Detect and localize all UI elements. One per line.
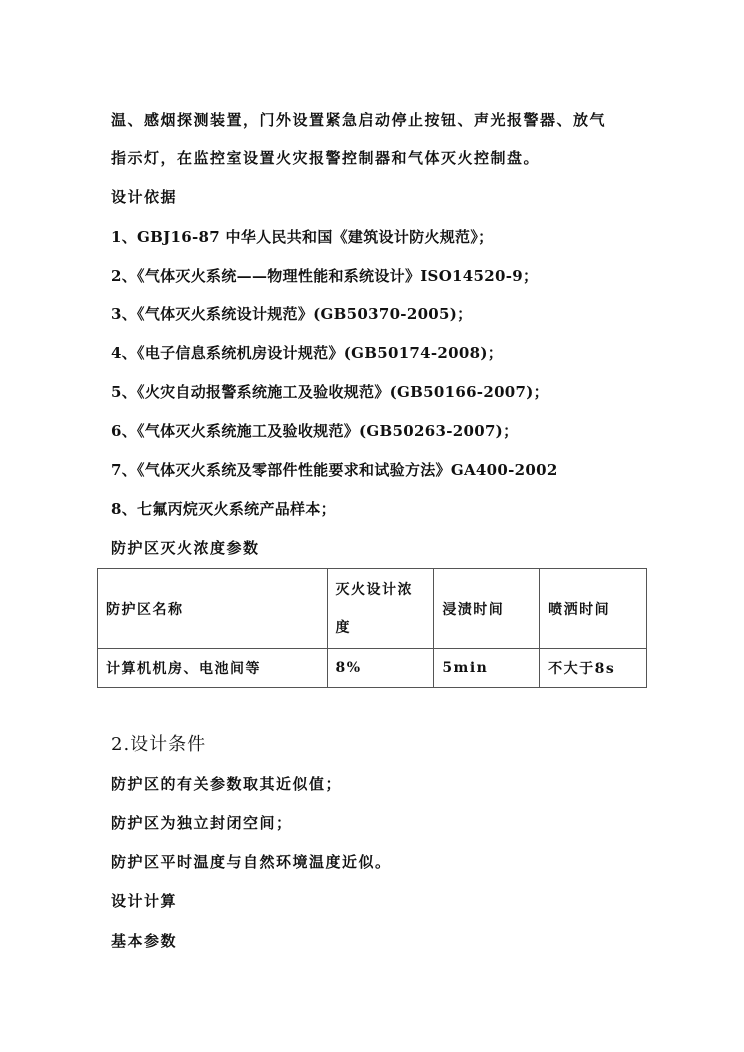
condition-item-3: 防护区平时温度与自然环境温度近似。 — [111, 853, 392, 871]
basis-item-1: 1、GBJ16-87 中华人民共和国《建筑设计防火规范》； — [111, 228, 494, 246]
basis-item-3: 3、《气体灭火系统设计规范》(GB50370-2005)； — [111, 305, 473, 323]
header-zone-name: 防护区名称 — [98, 569, 328, 649]
intro-line-2: 指示灯，在监控室设置火灾报警控制器和气体灭火控制盘。 — [111, 149, 541, 167]
table-title: 防护区灭火浓度参数 — [111, 539, 260, 557]
basis-item-8: 8、七氟丙烷灭火系统产品样本； — [111, 500, 336, 518]
table-header-row — [98, 569, 647, 649]
basis-item-5: 5、《火灾自动报警系统施工及验收规范》(GB50166-2007)； — [111, 383, 549, 401]
table-row — [98, 649, 647, 688]
cell-zone-name: 计算机机房、电池间等 — [98, 649, 328, 688]
header-design-concentration — [327, 569, 434, 649]
basis-item-2: 2、《气体灭火系统——物理性能和系统设计》ISO14520-9； — [111, 267, 539, 285]
basis-item-4: 4、《电子信息系统机房设计规范》(GB50174-2008)； — [111, 344, 504, 362]
cell-soak-time: 5min — [434, 649, 540, 688]
header-soak-time: 浸渍时间 — [434, 569, 540, 649]
header-design-concentration-line1: 灭火设计浓 — [335, 581, 413, 598]
header-design-concentration-line2: 度 — [335, 619, 351, 636]
design-calc-title: 设计计算 — [111, 892, 178, 910]
header-discharge-time: 喷洒时间 — [540, 569, 647, 649]
cell-discharge-time: 不大于8s — [540, 649, 647, 688]
concentration-table — [97, 568, 647, 688]
condition-item-1: 防护区的有关参数取其近似值； — [111, 775, 343, 793]
cell-concentration: 8% — [327, 649, 434, 688]
basis-item-7: 7、《气体灭火系统及零部件性能要求和试验方法》GA400-2002 — [111, 461, 558, 479]
basis-item-6: 6、《气体灭火系统施工及验收规范》(GB50263-2007)； — [111, 422, 519, 440]
basic-params-title: 基本参数 — [111, 932, 178, 950]
intro-line-1: 温、感烟探测装置，门外设置紧急启动停止按钮、声光报警器、放气 — [111, 111, 607, 129]
section-heading-design-conditions: 2.设计条件 — [111, 734, 207, 755]
design-basis-title: 设计依据 — [111, 188, 178, 206]
condition-item-2: 防护区为独立封闭空间； — [111, 814, 293, 832]
